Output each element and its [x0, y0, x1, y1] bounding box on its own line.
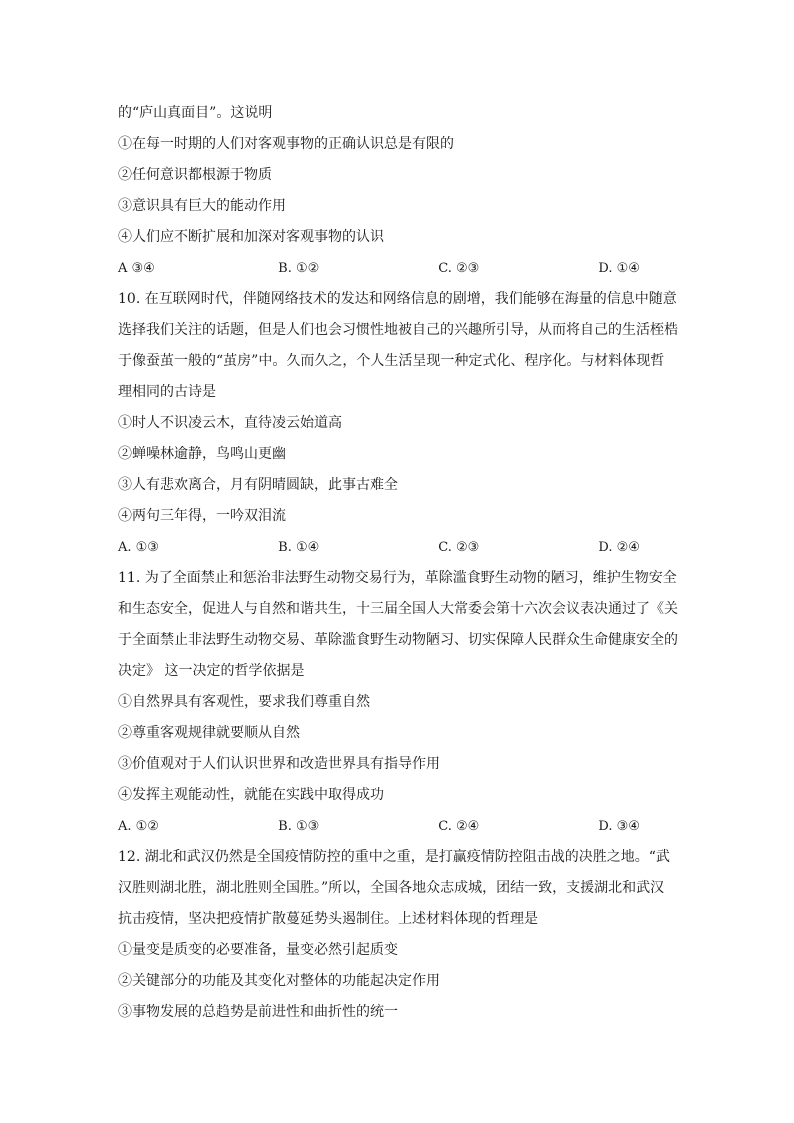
q10-stem-line-3: 于像蚕茧一般的“茧房”中。久而久之，个人生活呈现一种定式化、程序化。与材料体现哲	[118, 353, 665, 369]
q10-statement-1: ①时人不识凌云木，直待凌云始道高	[118, 415, 342, 431]
q12-stem-line-2: 汉胜则湖北胜，湖北胜则全国胜。”所以，全国各地众志成城，团结一致，支援湖北和武汉	[118, 880, 665, 896]
q12-statement-2: ②关键部分的功能及其变化对整体的功能起决定作用	[118, 973, 440, 989]
q10-option-d: D. ②④	[598, 540, 640, 555]
q11-option-b: B. ①③	[278, 819, 320, 834]
q11-stem-line-1: 11. 为了全面禁止和惩治非法野生动物交易行为，革除滥食野生动物的陋习，维护生物安全	[118, 570, 677, 586]
q9-statement-2: ②任何意识都根源于物质	[118, 167, 272, 183]
q12-statement-1: ①量变是质变的必要准备，量变必然引起质变	[118, 942, 398, 958]
q11-option-d: D. ③④	[598, 819, 640, 834]
q11-statement-2: ②尊重客观规律就要顺从自然	[118, 725, 300, 741]
q12-stem-line-1: 12. 湖北和武汉仍然是全国疫情防控的重中之重，是打赢疫情防控阻击战的决胜之地。“武	[118, 849, 670, 865]
q10-options	[118, 532, 678, 563]
q9-options	[118, 253, 678, 284]
q9-statement-3: ③意识具有巨大的能动作用	[118, 198, 286, 214]
q10-stem-line-1: 10. 在互联网时代，伴随网络技术的发达和网络信息的剧增，我们能够在海量的信息中随意	[118, 291, 677, 307]
q11-stem-line-3: 于全面禁止非法野生动物交易、革除滥食野生动物陋习、切实保障人民群众生命健康安全的	[118, 632, 678, 648]
q11-stem-line-4: 决定》 这一决定的哲学依据是	[118, 663, 305, 679]
q10-statement-2: ②蝉噪林逾静，鸟鸣山更幽	[118, 446, 286, 462]
q9-option-c: C. ②③	[438, 261, 480, 276]
q11-stem-line-2: 和生态安全，促进人与自然和谐共生，十三届全国人大常委会第十六次会议表决通过了《关	[118, 601, 678, 617]
q9-option-a: A ③④	[118, 261, 155, 276]
q10-stem-line-4: 理相同的古诗是	[118, 384, 216, 400]
q11-statement-4: ④发挥主观能动性，就能在实践中取得成功	[118, 787, 384, 803]
q10-option-b: B. ①④	[278, 540, 320, 555]
q11-statement-3: ③价值观对于人们认识世界和改造世界具有指导作用	[118, 756, 440, 772]
q10-statement-4: ④两句三年得，一吟双泪流	[118, 508, 286, 524]
q11-option-c: C. ②④	[438, 819, 480, 834]
q9-option-b: B. ①②	[278, 261, 320, 276]
q10-stem-line-2: 选择我们关注的话题，但是人们也会习惯性地被自己的兴趣所引导，从而将自己的生活桎梏	[118, 322, 678, 338]
q9-stem-tail: 的“庐山真面目”。这说明	[118, 105, 273, 121]
q12-stem-line-3: 抗击疫情，坚决把疫情扩散蔓延势头遏制住。上述材料体现的哲理是	[118, 911, 538, 927]
q10-statement-3: ③人有悲欢离合，月有阴晴圆缺，此事古难全	[118, 477, 398, 493]
q11-options	[118, 811, 678, 842]
q12-statement-3: ③事物发展的总趋势是前进性和曲折性的统一	[118, 1004, 398, 1020]
q11-option-a: A. ①②	[118, 819, 159, 834]
q10-option-a: A. ①③	[118, 540, 159, 555]
q10-option-c: C. ②③	[438, 540, 480, 555]
q9-statement-4: ④人们应不断扩展和加深对客观事物的认识	[118, 229, 384, 245]
document-page	[118, 98, 678, 1028]
q9-statement-1: ①在每一时期的人们对客观事物的正确认识总是有限的	[118, 136, 454, 152]
q11-statement-1: ①自然界具有客观性，要求我们尊重自然	[118, 694, 370, 710]
q9-option-d: D. ①④	[598, 261, 640, 276]
